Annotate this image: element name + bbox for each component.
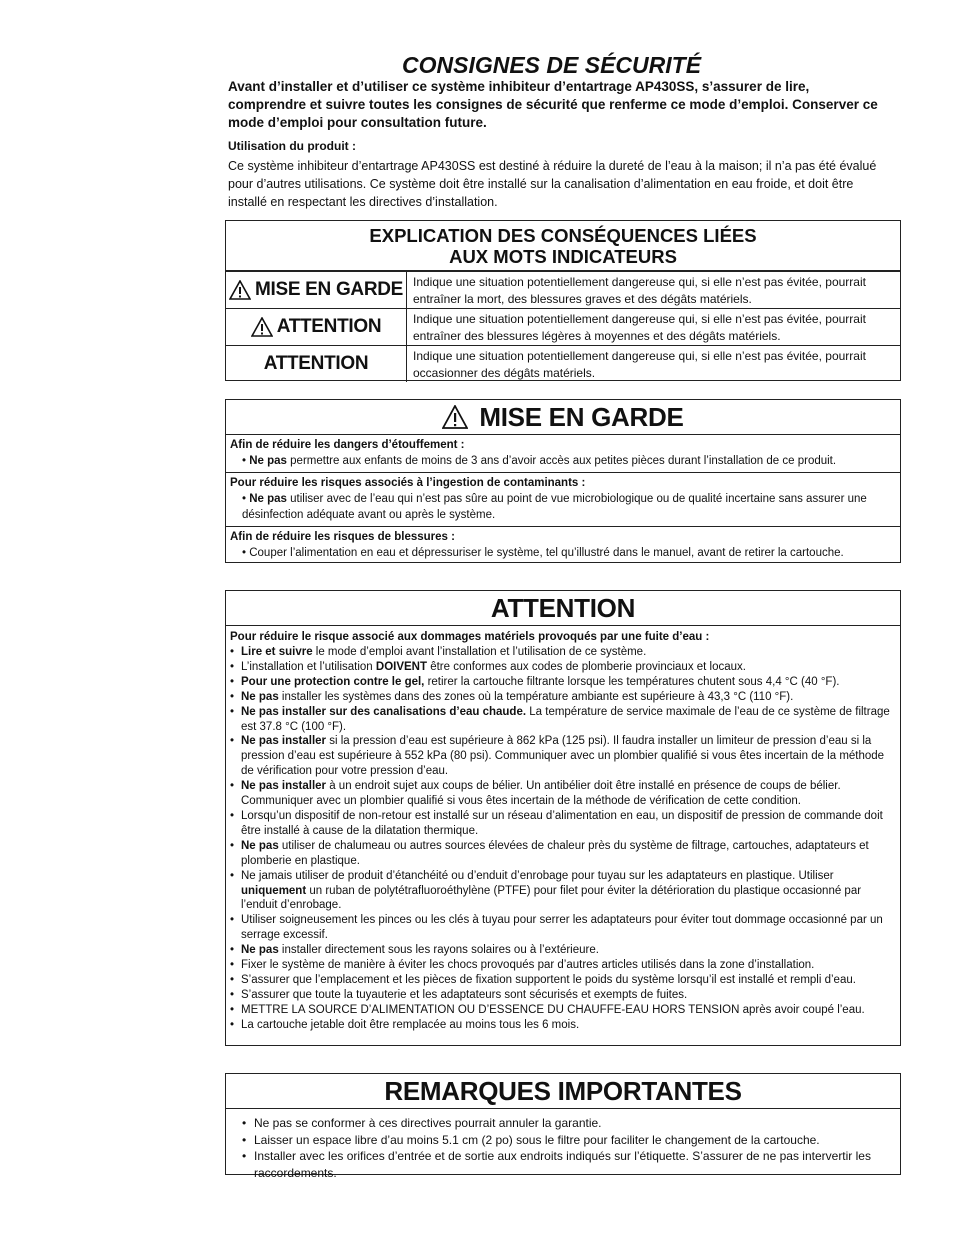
item-text: le mode d’emploi avant l’installation et l’utilisation de ce système. [312, 646, 647, 658]
list-item [230, 734, 894, 779]
warning-section-title: Afin de réduire les risques de blessures : [230, 531, 455, 543]
emphasis-text: Pour une protection contre le gel, [241, 675, 425, 688]
list-item [230, 675, 894, 690]
item-text: installer les systèmes dans des zones où la température ambiante est supérieure à 43,3 °C (110 °F). [278, 690, 794, 703]
signal-row-warning [226, 271, 900, 308]
signal-row-notice [226, 345, 900, 382]
caution-intro: Pour réduire le risque associé aux dommages matériels provoqués par une fuite d’eau : [230, 631, 710, 643]
signal-word-description: Indique une situation potentiellement dangereuse qui, si elle n’est pas évitée, pourrait entraîner la mort, des blessures graves et des dégâts matériels. [413, 275, 866, 306]
warning-section-title: Afin de réduire les dangers d’étouffement : [230, 439, 465, 451]
warning-heading [226, 400, 900, 435]
item-text: Lorsqu’un dispositif de non-retour est installé sur un réseau d’alimentation en eau, un dispositif de pression de commande doit être installé à cause de la dilatation thermique. [241, 809, 883, 837]
usage-label: Utilisation du produit : [228, 139, 356, 153]
signal-word-description: Indique une situation potentiellement dangereuse qui, si elle n’est pas évitée, pourrait entraîner des blessures légères à moyennes et des dégâts matériels. [413, 312, 866, 343]
item-text: S’assurer que toute la tuyauterie et les adaptateurs sont sécurisés et exempts de fuites. [241, 988, 688, 1001]
item-text: retirer la cartouche filtrante lorsque les températures chutent sous 4,4 °C (40 °F). [424, 675, 840, 688]
list-item [230, 645, 894, 660]
item-text: S’assurer que l’emplacement et les pièces de fixation supportent le poids du système lorsqu’il est installé et rempli d’eau. [241, 973, 856, 986]
signal-word-cell [226, 309, 407, 345]
list-item [230, 779, 894, 809]
list-item [230, 809, 894, 839]
item-text: être conformes aux codes de plomberie provinciaux et locaux. [427, 660, 746, 673]
item-text: un ruban de polytétrafluoroéthylène (PTFE) pour filet pour éviter la détérioration du plastique occasionné par l’enduit d’enrobage. [241, 884, 862, 912]
page-title: CONSIGNES DE SÉCURITÉ [402, 52, 702, 78]
list-item: • Laisser un espace libre d’au moins 5.1 cm (2 po) sous le filtre pour faciliter le changement de la cartouche. [242, 1132, 894, 1149]
notes-box [225, 1073, 901, 1180]
warning-triangle-icon [251, 317, 273, 337]
item-text: METTRE LA SOURCE D’ALIMENTATION OU D’ESSENCE DU CHAUFFE-EAU HORS TENSION après avoir coupé l’eau. [241, 1003, 865, 1016]
notes-heading: REMARQUES IMPORTANTES [226, 1074, 900, 1109]
warning-triangle-icon [229, 280, 251, 300]
item-text: Fixer le système de manière à éviter les chocs provoqués par d’autres articles utilisés dans la zone d’installation. [241, 959, 815, 972]
emphasis-text: Ne pas [241, 690, 279, 703]
warning-section-title: Pour réduire les risques associés à l’ingestion de contaminants : [230, 477, 586, 489]
emphasis-text: Ne pas installer [241, 735, 327, 748]
item-text: La température de service maximale de l’eau de ce système de filtrage est 37.8 °C (100 °F). [241, 705, 890, 733]
signal-words-heading-line2: AUX MOTS INDICATEURS [449, 246, 677, 267]
warning-section [226, 435, 900, 472]
signal-word-label: MISE EN GARDE [254, 279, 404, 300]
signal-word-label: ATTENTION [263, 353, 369, 374]
list-item: • Installer avec les orifices d’entrée et de sortie aux endroits indiqués sur l’étiquette. S’assurer de ne pas intervertir les raccordements. [242, 1148, 894, 1181]
item-text: à un endroit sujet aux coups de bélier. Un antibélier doit être installé en présence de coups de bélier. Communiquer avec un plombier qualifié si vous êtes incertain de la méthode de vérification de cette condition. [241, 780, 841, 808]
emphasis-text: Ne pas [249, 455, 287, 467]
item-text: Ne jamais utiliser de produit d’étanchéité ou d’enduit d’enrobage pour tuyau sur les adaptateurs en plastique. Utiliser [241, 869, 834, 882]
list-item: • Ne pas se conformer à ces directives pourrait annuler la garantie. [242, 1115, 894, 1132]
item-text: utiliser avec de l’eau qui n’est pas sûre au point de vue microbiologique ou de qualité incertaine sans assurer une désinfection adéquate avant ou après le système. [242, 493, 867, 521]
emphasis-text: Ne pas installer sur des canalisations d’eau chaude. [241, 705, 527, 718]
warning-triangle-icon [442, 405, 468, 429]
emphasis-text: Ne pas [241, 839, 279, 852]
signal-row-caution [226, 308, 900, 345]
signal-word-description: Indique une situation potentiellement dangereuse qui, si elle n’est pas évitée, pourrait occasionner des dégâts matériels. [413, 349, 866, 380]
list-item [230, 913, 894, 943]
signal-word-label: ATTENTION [276, 316, 382, 337]
list-item [230, 869, 894, 914]
warning-section-item: • Couper l’alimentation en eau et dépressuriser le système, tel qu’illustré dans le manuel, avant de retirer la cartouche. [242, 547, 844, 559]
emphasis-text: Ne pas [249, 493, 287, 505]
item-text: L’installation et l’utilisation [241, 660, 376, 673]
list-item [230, 988, 894, 1003]
warning-section [226, 472, 900, 526]
signal-words-table [225, 220, 901, 381]
emphasis-text: Ne pas [241, 944, 279, 957]
warning-heading-text: MISE EN GARDE [479, 402, 684, 432]
caution-heading: ATTENTION [226, 591, 900, 626]
intro-text: Avant d’installer et d’utiliser ce système inhibiteur d’entartrage AP430SS, s’assurer de lire, comprendre et suivre toutes les consignes de sécurité que renferme ce mode d’emploi. Conserver ce mode d’emploi pour consultation future. [228, 79, 878, 130]
list-item [230, 973, 894, 988]
warning-section [226, 526, 900, 564]
emphasis-text: uniquement [241, 884, 307, 897]
usage-text: Ce système inhibiteur d’entartrage AP430SS est destiné à réduire la dureté de l’eau à la maison; il n’a pas été évalué pour d’autres utilisations. Ce système doit être installé sur la canalisation d’alimentation en eau froide, et doit être installé en respectant les directives d’installation. [228, 159, 877, 209]
signal-word-cell [226, 346, 407, 382]
list-item [230, 705, 894, 735]
list-item [230, 690, 894, 705]
signal-words-heading-line1: EXPLICATION DES CONSÉQUENCES LIÉES [369, 225, 757, 246]
item-text: utiliser de chalumeau ou autres sources élevées de chaleur près du système de filtrage, cartouches, adaptateurs et plomberie en plastique. [241, 839, 869, 867]
list-item [230, 1003, 894, 1018]
item-text: Couper l’alimentation en eau et dépressuriser le système, tel qu’illustré dans le manuel, avant de retirer la cartouche. [249, 547, 844, 559]
warning-section-item: • Ne pas utiliser avec de l’eau qui n’est pas sûre au point de vue microbiologique ou de qualité incertaine sans assurer une désinfection adéquate avant ou après le système. [242, 493, 867, 521]
list-item [230, 958, 894, 973]
item-text: Utiliser soigneusement les pinces ou les clés à tuyau pour serrer les adaptateurs pour éviter tout dommage occasionné par un serrage excessif. [241, 914, 883, 942]
caution-list [226, 645, 900, 1033]
emphasis-text: DOIVENT [375, 660, 428, 673]
list-item [230, 943, 894, 958]
item-text: installer directement sous les rayons solaires ou à l’extérieure. [278, 944, 599, 957]
list-item [230, 1018, 894, 1033]
notes-list [226, 1109, 900, 1181]
warning-section-item: • Ne pas permettre aux enfants de moins de 3 ans d’avoir accès aux petites pièces durant l’installation de ce produit. [242, 455, 837, 467]
signal-word-cell [226, 272, 407, 308]
emphasis-text: Ne pas installer [241, 780, 327, 793]
item-text: permettre aux enfants de moins de 3 ans d’avoir accès aux petites pièces durant l’installation de ce produit. [286, 455, 837, 467]
list-item [230, 839, 894, 869]
caution-box [225, 590, 901, 1046]
item-text: si la pression d’eau est supérieure à 862 kPa (125 psi). Il faudra installer un limiteur de pression d’eau si la pression d’eau est supérieure à 552 kPa (80 psi). Communiquer avec un plombier qualifié si vous êtes incertain de la méthode de vérification pour votre pression d’eau. [241, 735, 885, 778]
signal-words-heading [226, 221, 900, 271]
item-text: La cartouche jetable doit être remplacée au moins tous les 6 mois. [241, 1018, 580, 1031]
emphasis-text: Lire et suivre [241, 646, 313, 658]
list-item [230, 660, 894, 675]
warning-box [225, 399, 901, 563]
warning-sections [226, 435, 900, 564]
